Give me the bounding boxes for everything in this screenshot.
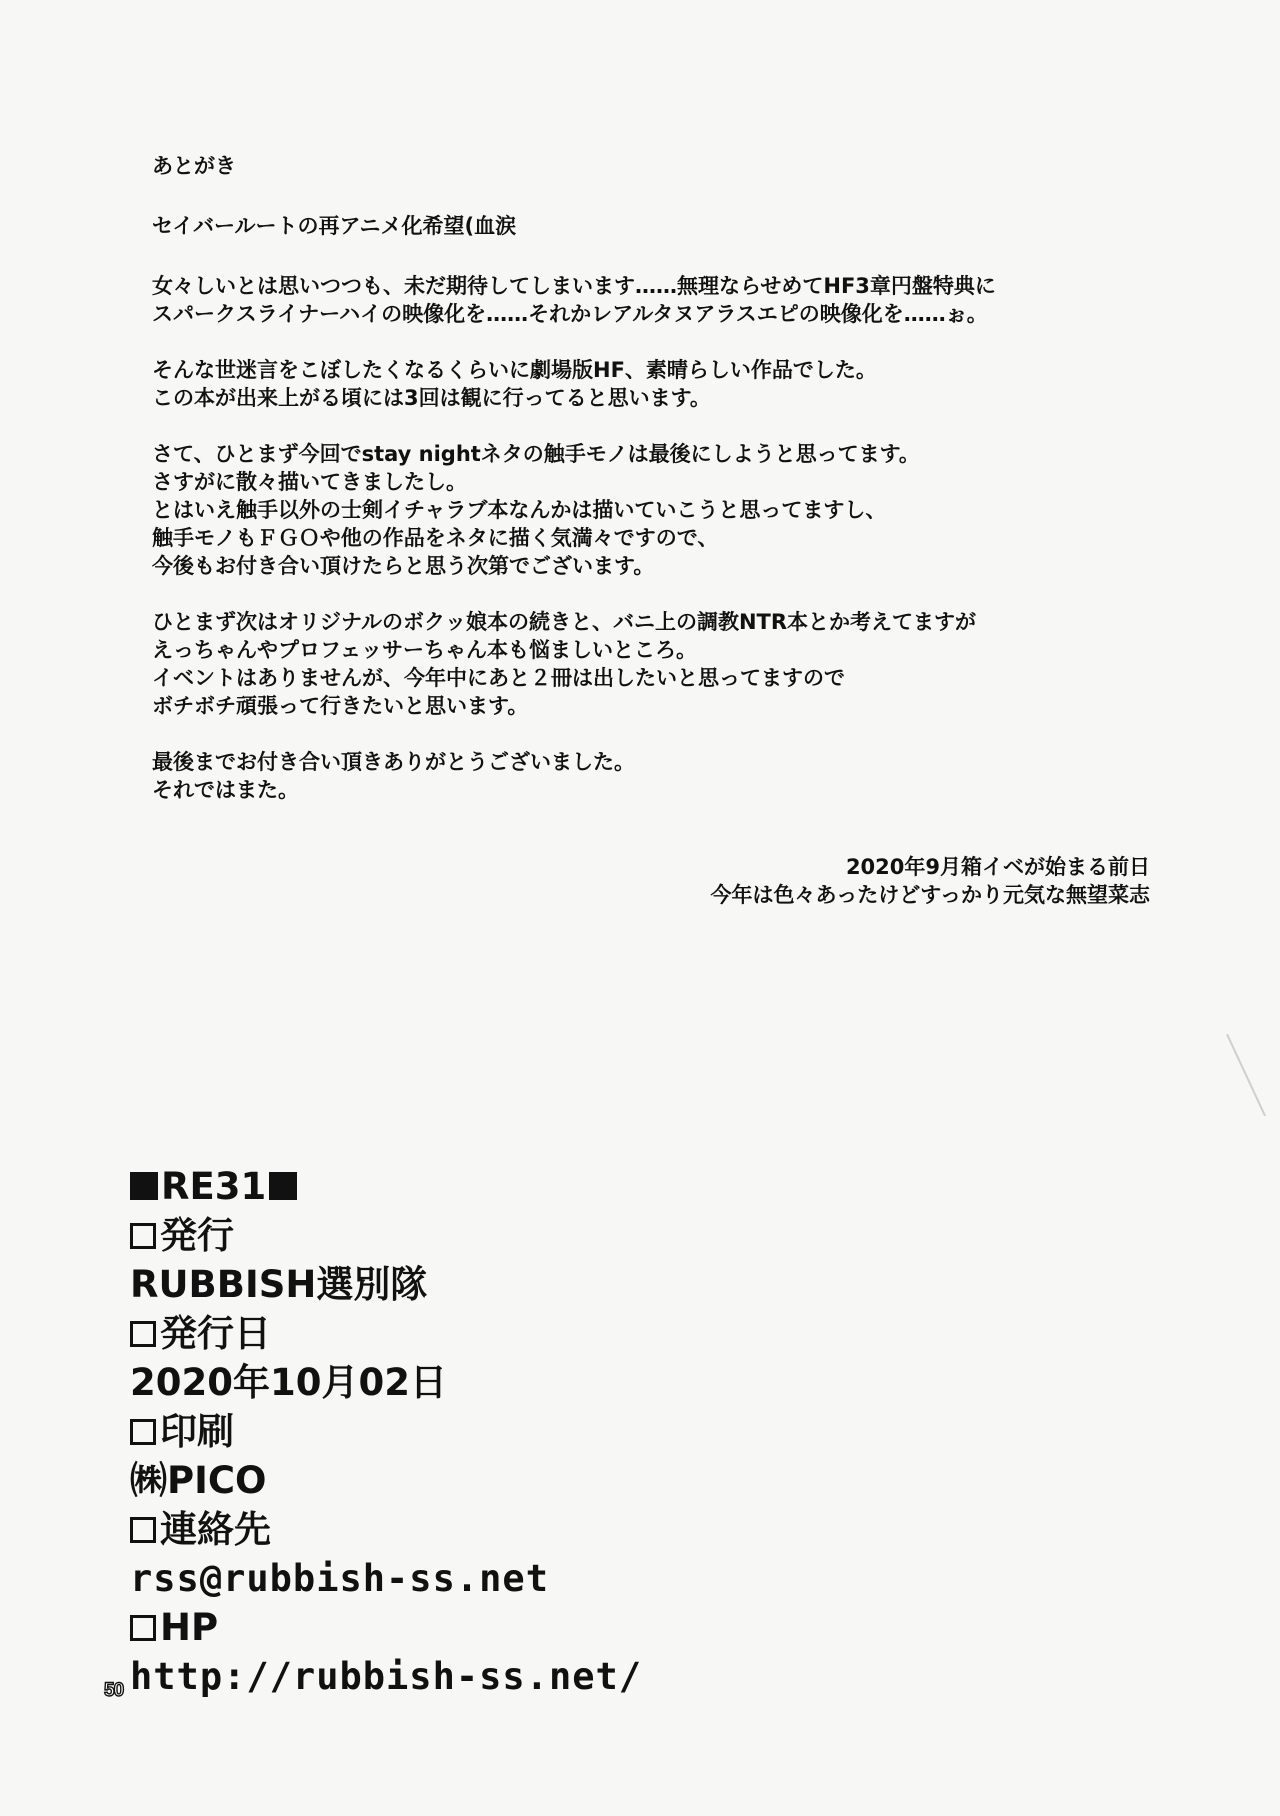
open-square-icon	[130, 1419, 156, 1445]
colophon-title-row	[130, 1162, 642, 1211]
filled-square-icon	[130, 1172, 158, 1200]
hp-label: HP	[160, 1606, 219, 1649]
open-square-icon	[130, 1517, 156, 1543]
colophon-label-row	[130, 1505, 642, 1554]
hp-url: http://rubbish-ss.net/	[130, 1655, 643, 1698]
colophon-label-row	[130, 1407, 642, 1456]
contact-label: 連絡先	[160, 1508, 271, 1551]
afterword-line: えっちゃんやプロフェッサーちゃん本も悩ましいところ。	[152, 638, 697, 662]
colophon-value-row	[130, 1260, 642, 1309]
colophon-value-row	[130, 1456, 642, 1505]
afterword-line: さて、ひとまず今回でstay nightネタの触手モノは最後にしようと思ってます。	[152, 442, 920, 466]
afterword-line: そんな世迷言をこぼしたくなるくらいに劇場版HF、素晴らしい作品でした。	[152, 358, 877, 382]
colophon-value-row	[130, 1652, 642, 1701]
scan-artifact	[1226, 1034, 1266, 1116]
afterword-section	[152, 152, 1162, 804]
colophon-value-row	[130, 1554, 642, 1603]
afterword-line: 女々しいとは思いつつも、未だ期待してしまいます……無理ならせめてHF3章円盤特典に	[152, 274, 996, 298]
publisher-label: 発行	[160, 1214, 234, 1257]
filled-square-icon	[269, 1172, 297, 1200]
afterword-line: それではまた。	[152, 778, 299, 802]
colophon	[130, 1162, 642, 1701]
afterword-line: さすがに散々描いてきましたし。	[152, 470, 467, 494]
afterword-line: 今後もお付き合い頂けたらと思う次第でございます。	[152, 554, 655, 578]
open-square-icon	[130, 1321, 156, 1347]
publisher-value: RUBBISH選別隊	[130, 1263, 428, 1306]
colophon-label-row	[130, 1211, 642, 1260]
afterword-line: イベントはありませんが、今年中にあと２冊は出したいと思ってますので	[152, 666, 845, 690]
afterword-line: ボチボチ頑張って行きたいと思います。	[152, 694, 529, 718]
signature-date: 2020年9月箱イベが始まる前日	[845, 855, 1150, 879]
colophon-label-row	[130, 1603, 642, 1652]
afterword-line: スパークスライナーハイの映像化を……それかレアルタヌアラスエピの映像化を……ぉ。	[152, 302, 988, 326]
open-square-icon	[130, 1615, 156, 1641]
afterword-line: とはいえ触手以外の士剣イチャラブ本なんかは描いていこうと思ってますし、	[152, 498, 887, 522]
printer-label: 印刷	[160, 1410, 234, 1453]
open-square-icon	[130, 1223, 156, 1249]
page-number: 50	[104, 1680, 124, 1701]
printer-value: ㈱PICO	[130, 1459, 267, 1502]
afterword-line: この本が出来上がる頃には3回は観に行ってると思います。	[152, 386, 711, 410]
afterword-line: ひとまず次はオリジナルのボクッ娘本の続きと、バニ上の調教NTR本とか考えてますが	[152, 610, 977, 634]
signature-author: 今年は色々あったけどすっかり元気な無望菜志	[710, 883, 1150, 907]
date-label: 発行日	[160, 1312, 271, 1355]
afterword-line: 最後までお付き合い頂きありがとうございました。	[152, 750, 635, 774]
date-value: 2020年10月02日	[130, 1361, 447, 1404]
signature-block	[710, 853, 1150, 909]
afterword-subtitle: セイバールートの再アニメ化希望(血涙	[152, 214, 517, 238]
colophon-label-row	[130, 1309, 642, 1358]
colophon-value-row	[130, 1358, 642, 1407]
afterword-title: あとがき	[152, 154, 236, 178]
contact-email: rss@rubbish-ss.net	[130, 1557, 549, 1600]
afterword-line: 触手モノもＦＧＯや他の作品をネタに描く気満々ですので、	[152, 526, 719, 550]
colophon-title: RE31	[161, 1165, 267, 1208]
